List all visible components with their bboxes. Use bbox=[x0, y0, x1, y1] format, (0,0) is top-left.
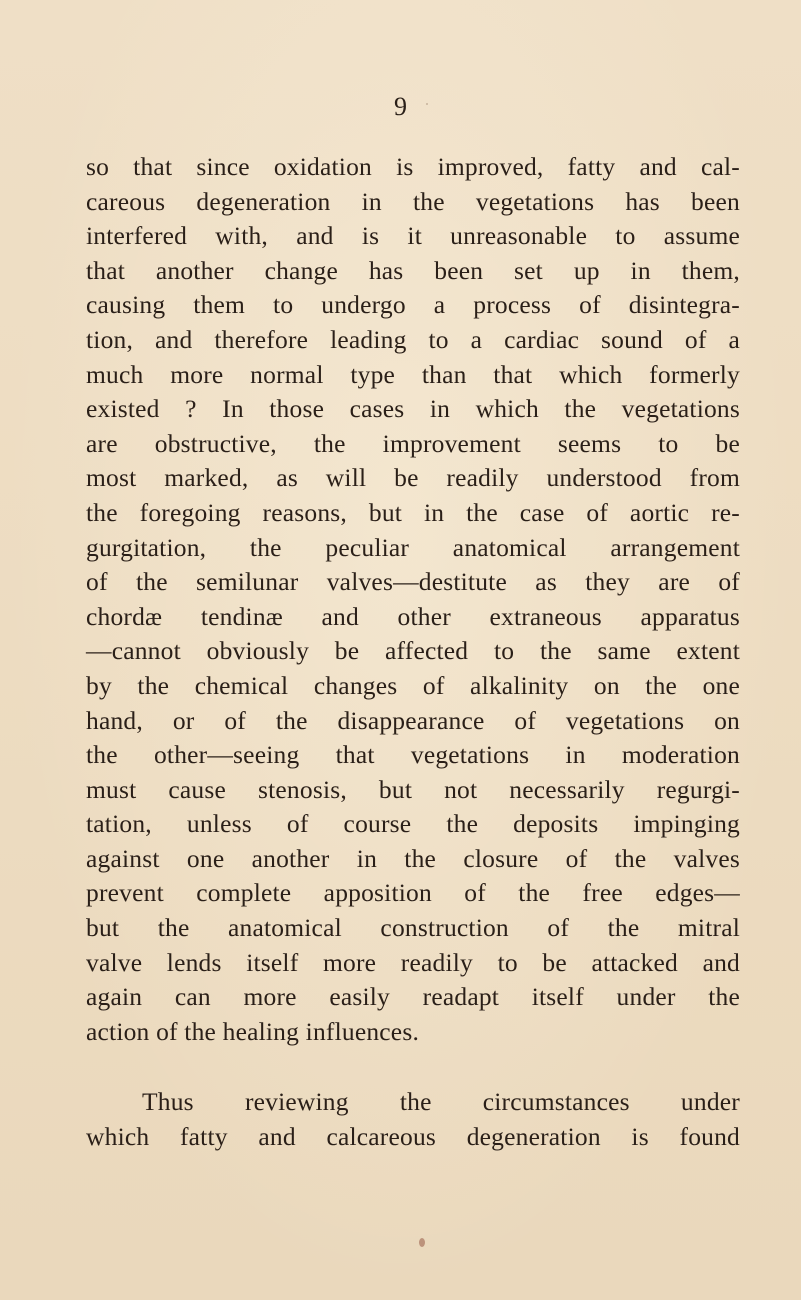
text-line: again can more easily readapt itself under the bbox=[86, 982, 740, 1012]
text-line: —cannot obviously be affected to the same extent bbox=[86, 636, 740, 666]
paper-blemish bbox=[419, 1238, 425, 1247]
text-line: the other—seeing that vegetations in moderation bbox=[86, 740, 740, 770]
text-line: so that since oxidation is improved, fatty and cal- bbox=[86, 152, 740, 181]
text-line: careous degeneration in the vegetations has been bbox=[86, 186, 740, 216]
paragraph-gap bbox=[86, 1051, 740, 1087]
text-line: tation, unless of course the deposits impinging bbox=[86, 809, 740, 839]
text-line: are obstructive, the improvement seems to be bbox=[86, 428, 740, 458]
text-line: interfered with, and is it unreasonable to assume bbox=[86, 221, 740, 251]
text-line: must cause stenosis, but not necessarily regurgi- bbox=[86, 774, 740, 804]
text-line: valve lends itself more readily to be attacked and bbox=[86, 947, 740, 977]
text-line: against one another in the closure of the valves bbox=[86, 843, 740, 873]
text-line: much more normal type than that which formerly bbox=[86, 359, 740, 389]
text-line: most marked, as will be readily understood from bbox=[86, 463, 740, 493]
text-line: causing them to undergo a process of disintegra- bbox=[86, 290, 740, 320]
text-line: hand, or of the disappearance of vegetations on bbox=[86, 705, 740, 735]
paragraph-1 bbox=[86, 152, 740, 1047]
text-line: Thus reviewing the circumstances under bbox=[142, 1087, 740, 1117]
text-line: of the semilunar valves—destitute as they are of bbox=[86, 567, 740, 597]
text-line: by the chemical changes of alkalinity on the one bbox=[86, 670, 740, 700]
text-line: prevent complete apposition of the free edges— bbox=[86, 878, 740, 908]
text-line: action of the healing influences. bbox=[86, 1016, 420, 1046]
body-text bbox=[86, 152, 740, 1157]
paragraph-2 bbox=[86, 1087, 740, 1152]
text-line: which fatty and calcareous degeneration is found bbox=[86, 1122, 740, 1152]
text-line: tion, and therefore leading to a cardiac sound of a bbox=[86, 324, 740, 354]
text-line: chordæ tendinæ and other extraneous apparatus bbox=[86, 601, 740, 631]
text-line: that another change has been set up in them, bbox=[86, 255, 740, 285]
text-line: existed ? In those cases in which the vegetations bbox=[86, 394, 740, 424]
paper-blemish bbox=[426, 103, 428, 105]
text-line: gurgitation, the peculiar anatomical arrangement bbox=[86, 532, 740, 562]
text-line: but the anatomical construction of the mitral bbox=[86, 913, 740, 943]
page-number: 9 bbox=[394, 92, 407, 121]
text-line: the foregoing reasons, but in the case of aortic re- bbox=[86, 497, 740, 527]
